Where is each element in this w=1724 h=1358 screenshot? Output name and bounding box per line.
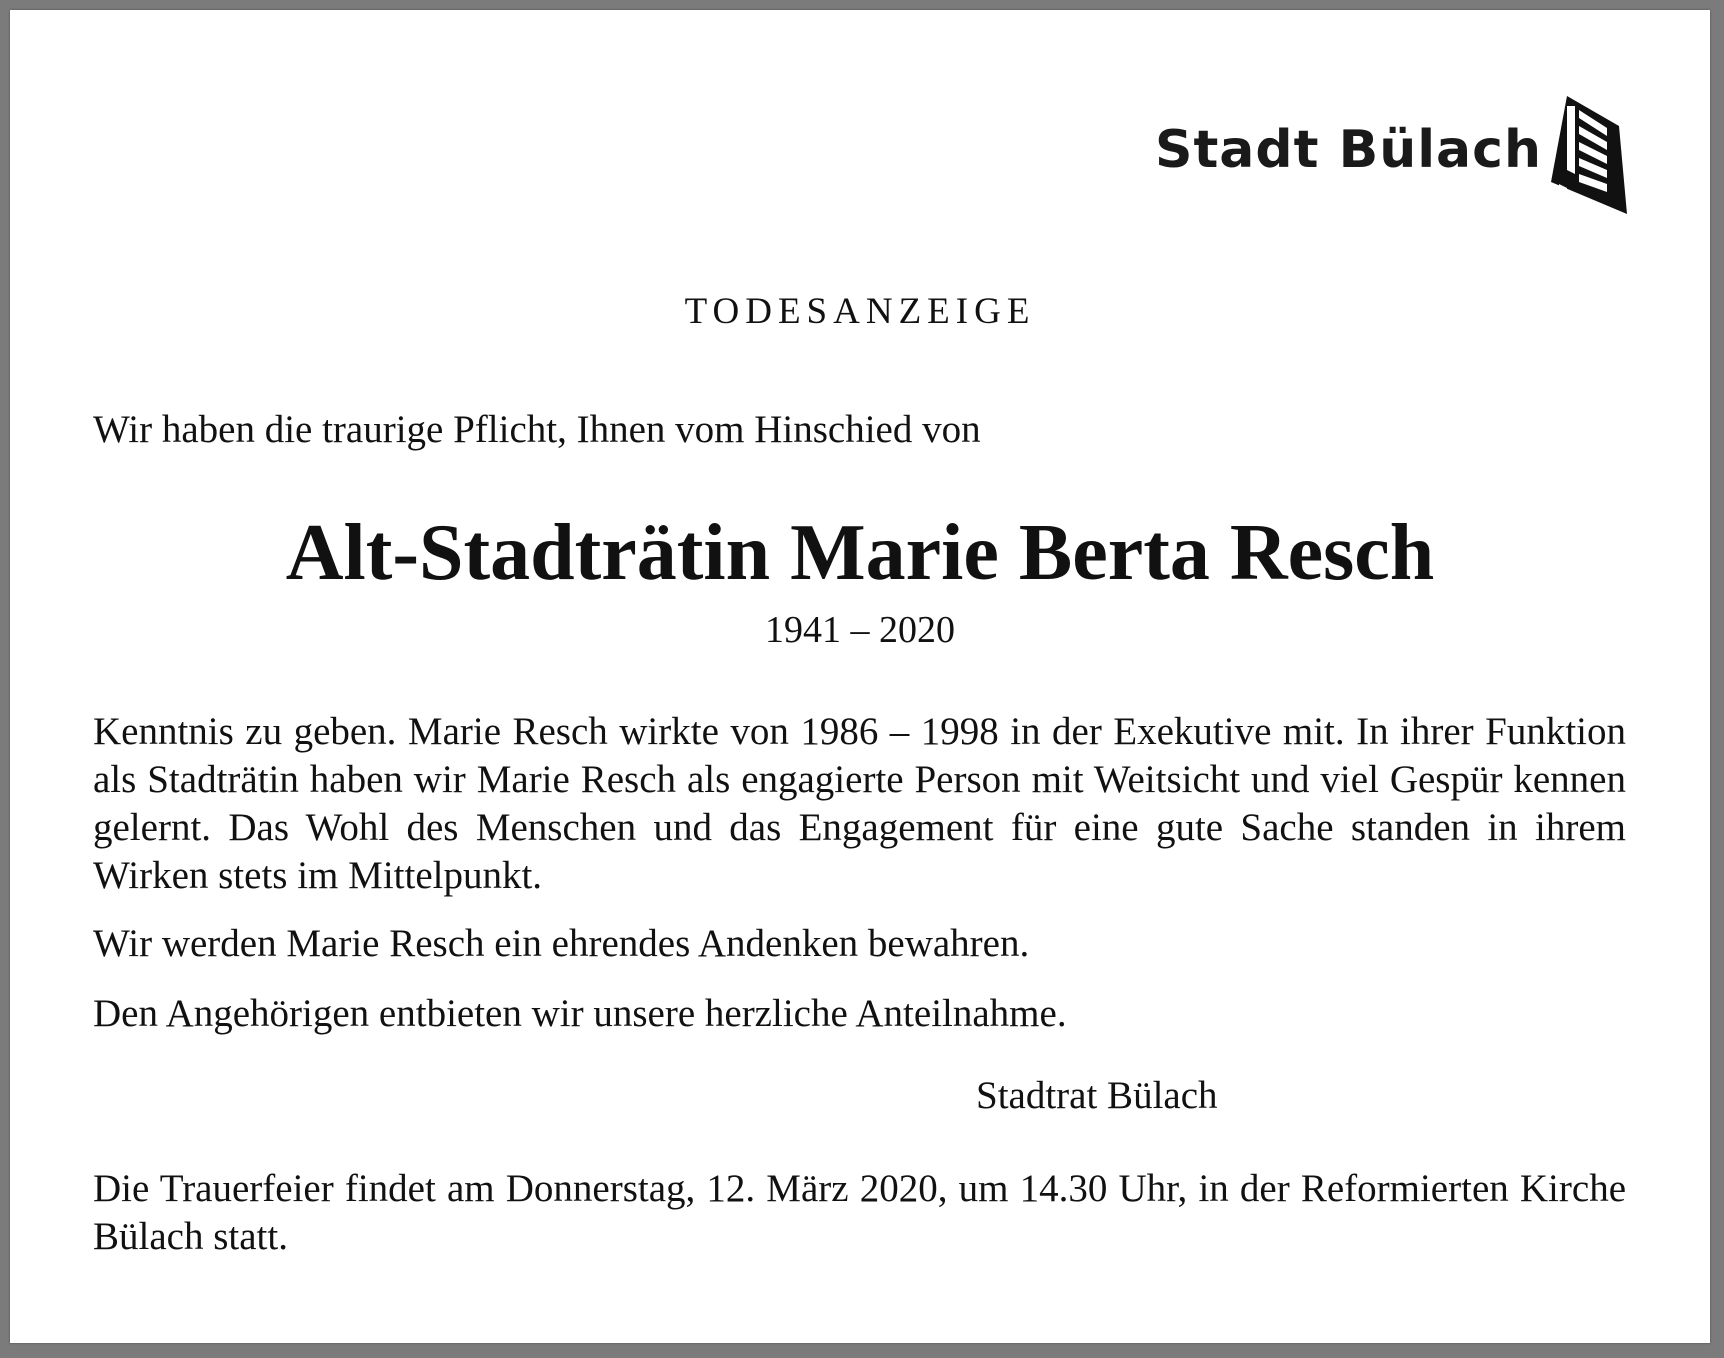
notice-heading: TODESANZEIGE (684, 291, 1036, 332)
city-emblem-icon (1545, 96, 1635, 214)
deceased-name: Alt-Stadträtin Marie Berta Resch (285, 509, 1435, 597)
logo-text: Stadt Bülach (1155, 120, 1542, 180)
funeral-info: Die Trauerfeier findet am Donnerstag, 12. März 2020, um 14.30 Uhr, in der Reformierten Kirche Bülach statt. (93, 1167, 1626, 1258)
life-dates: 1941 – 2020 (765, 609, 955, 651)
intro-text: Wir haben die traurige Pflicht, Ihnen vom Hinschied von (93, 408, 981, 451)
stadt-buelach-logo (1155, 96, 1635, 226)
signature: Stadtrat Bülach (976, 1074, 1218, 1117)
remembrance-text: Wir werden Marie Resch ein ehrendes Andenken bewahren. (93, 922, 1030, 965)
condolence-text: Den Angehörigen entbieten wir unsere herzliche Anteilnahme. (93, 992, 1067, 1035)
tribute-paragraph: Kenntnis zu geben. Marie Resch wirkte von 1986 – 1998 in der Exekutive mit. In ihrer Funktion als Stadträtin haben wir Marie Resch als engagierte Person mit Weitsicht und viel Gespür kennen gelernt. Das Wohl des Menschen und das Engagement für eine gute Sache standen in ihrem Wirken stets im Mittelpunkt. (93, 710, 1626, 897)
death-notice-page (10, 10, 1710, 1343)
